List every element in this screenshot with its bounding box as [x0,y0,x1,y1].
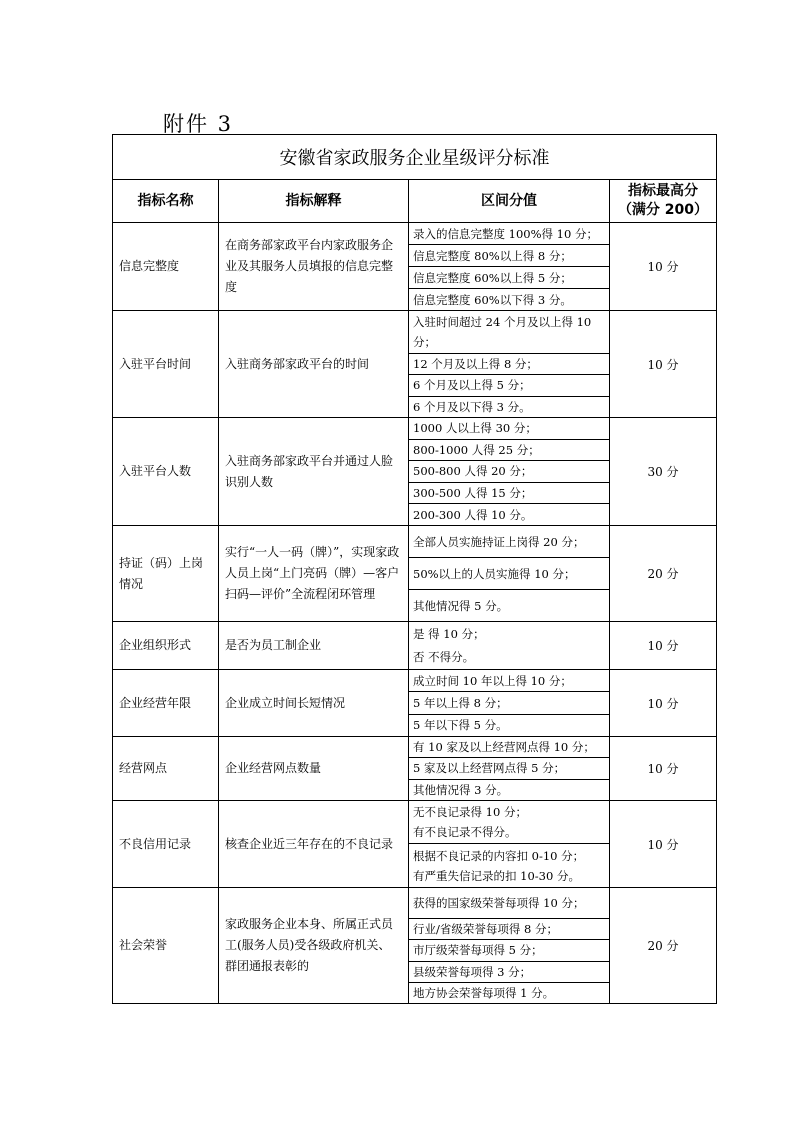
score-line: 300-500 人得 15 分； [409,482,609,504]
indicator-name: 信息完整度 [113,223,219,311]
score-line: 6 个月及以下得 3 分。 [409,396,609,417]
table-row [113,622,717,670]
score-line: 其他情况得 3 分。 [409,779,609,800]
max-score: 20 分 [610,526,717,622]
header-range: 区间分值 [409,180,610,223]
score-line: 500-800 人得 20 分； [409,460,609,482]
score-line: 1000 人以上得 30 分； [413,421,537,436]
score-line: 其他情况得 5 分。 [409,589,609,621]
score-ranges [409,622,610,670]
rating-standard-table [112,134,717,1004]
score-line: 200-300 人得 10 分。 [409,503,609,525]
max-score: 10 分 [610,311,717,418]
header-max [610,180,717,223]
score-line: 信息完整度 60%以上得 5 分； [409,266,609,288]
indicator-name: 持证（码）上岗情况 [113,526,219,622]
table-row [113,526,717,622]
table-row [113,418,717,526]
indicator-explanation: 实行“一人一码（牌）”，实现家政人员上岗“上门亮码（牌）—客户扫码—评价”全流程闭环管理 [219,526,409,622]
indicator-name: 入驻平台人数 [113,418,219,526]
max-score: 20 分 [610,888,717,1004]
score-line: 5 年以上得 8 分； [409,691,609,713]
indicator-name: 入驻平台时间 [113,311,219,418]
max-score: 10 分 [610,801,717,888]
indicator-name: 经营网点 [113,737,219,801]
table-row [113,888,717,1004]
score-ranges [409,311,610,418]
indicator-explanation: 核查企业近三年存在的不良记录 [219,801,409,888]
score-line: 否 不得分。 [413,650,475,665]
indicator-explanation: 入驻商务部家政平台的时间 [219,311,409,418]
score-line: 800-1000 人得 25 分； [409,439,609,461]
header-row [113,180,717,223]
score-line: 获得的国家级荣誉每项得 10 分； [413,896,585,910]
score-ranges [409,526,610,622]
score-ranges [409,670,610,737]
header-max-line2: （满分 200） [617,202,709,218]
score-line: 是 得 10 分； [413,626,485,641]
indicator-name: 企业经营年限 [113,670,219,737]
score-line: 根据不良记录的内容扣 0-10 分； [413,848,585,863]
header-explanation: 指标解释 [219,180,409,223]
score-line: 6 个月及以上得 5 分； [409,374,609,395]
header-max-line1: 指标最高分 [628,183,698,199]
score-line: 信息完整度 60%以下得 3 分。 [409,288,609,310]
score-line: 无不良记录得 10 分； [413,805,527,819]
table-row [113,670,717,737]
indicator-explanation: 入驻商务部家政平台并通过人脸识别人数 [219,418,409,526]
score-ranges [409,801,610,888]
score-ranges [409,888,610,1004]
indicator-explanation: 是否为员工制企业 [219,622,409,670]
score-ranges [409,418,610,526]
indicator-explanation: 企业经营网点数量 [219,737,409,801]
score-line: 全部人员实施持证上岗得 20 分； [413,534,585,549]
score-line: 信息完整度 80%以上得 8 分； [409,244,609,266]
score-group [409,843,609,887]
indicator-explanation: 家政服务企业本身、所属正式员工(服务人员)受各级政府机关、群团通报表彰的 [219,888,409,1004]
header-name: 指标名称 [113,180,219,223]
score-line: 成立时间 10 年以上得 10 分； [413,673,572,688]
attachment-label: 附件 3 [163,112,234,136]
score-group [409,801,609,843]
score-line: 有严重失信记录的扣 10-30 分。 [413,868,580,883]
max-score: 30 分 [610,418,717,526]
table-title: 安徽省家政服务企业星级评分标准 [113,135,717,180]
score-line: 5 年以下得 5 分。 [409,714,609,736]
indicator-explanation: 企业成立时间长短情况 [219,670,409,737]
indicator-name: 社会荣誉 [113,888,219,1004]
score-line: 50%以上的人员实施得 10 分； [409,557,609,589]
table-row [113,311,717,418]
indicator-explanation: 在商务部家政平台内家政服务企业及其服务人员填报的信息完整度 [219,223,409,311]
table-row [113,223,717,311]
max-score: 10 分 [610,622,717,670]
score-line: 市厅级荣誉每项得 5 分； [409,939,609,960]
score-ranges [409,223,610,311]
score-line: 行业/省级荣誉每项得 8 分； [409,918,609,939]
score-line: 12 个月及以上得 8 分； [409,353,609,374]
max-score: 10 分 [610,670,717,737]
score-line: 有 10 家及以上经营网点得 10 分； [413,740,595,755]
score-line: 入驻时间超过 24 个月及以上得 10 分； [413,315,592,349]
score-line: 地方协会荣誉每项得 1 分。 [409,982,609,1003]
indicator-name: 不良信用记录 [113,801,219,888]
table-row [113,737,717,801]
score-line: 5 家及以上经营网点得 5 分； [409,757,609,778]
score-line: 录入的信息完整度 100%得 10 分； [413,226,598,241]
max-score: 10 分 [610,223,717,311]
indicator-name: 企业组织形式 [113,622,219,670]
score-line: 有不良记录不得分。 [413,825,517,839]
score-line: 县级荣誉每项得 3 分； [409,961,609,982]
max-score: 10 分 [610,737,717,801]
table-row [113,801,717,888]
score-ranges [409,737,610,801]
